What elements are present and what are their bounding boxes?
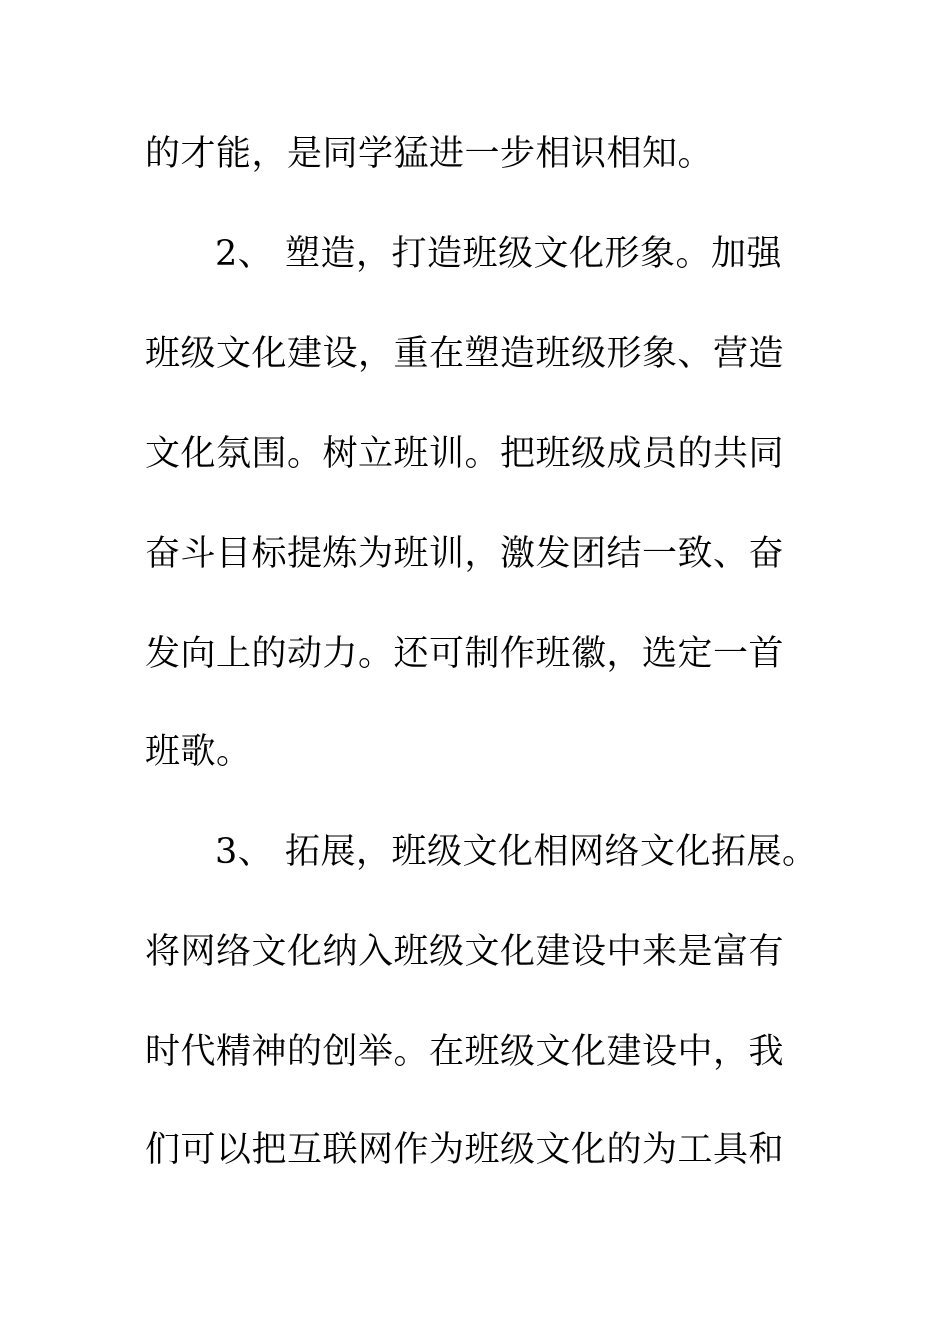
list-item-2 (145, 230, 845, 278)
text-line-5: 奋斗目标提炼为班训，激发团结一致、奋 (145, 534, 785, 574)
list-item-2-text: 塑造，打造班级文化形象。加强 (285, 234, 783, 274)
text-line-6: 发向上的动力。还可制作班徽，选定一首 (145, 634, 785, 674)
text-line-4: 文化氛围。树立班训。把班级成员的共同 (145, 434, 785, 474)
text-line-9: 将网络文化纳入班级文化建设中来是富有 (145, 932, 785, 972)
text-line-1: 的才能，是同学猛进一步相识相知。 (145, 134, 714, 174)
list-item-3-text: 拓展，班级文化相网络文化拓展。 (285, 832, 818, 872)
text-line-7: 班歌。 (145, 732, 252, 772)
list-number-2: 2、 (215, 234, 274, 274)
list-number-3: 3、 (215, 832, 274, 872)
text-line-11: 们可以把互联网作为班级文化的为工具和 (145, 1130, 785, 1170)
text-line-3: 班级文化建设，重在塑造班级形象、营造 (145, 334, 785, 374)
text-line-10: 时代精神的创举。在班级文化建设中，我 (145, 1032, 785, 1072)
list-item-3 (145, 828, 845, 876)
